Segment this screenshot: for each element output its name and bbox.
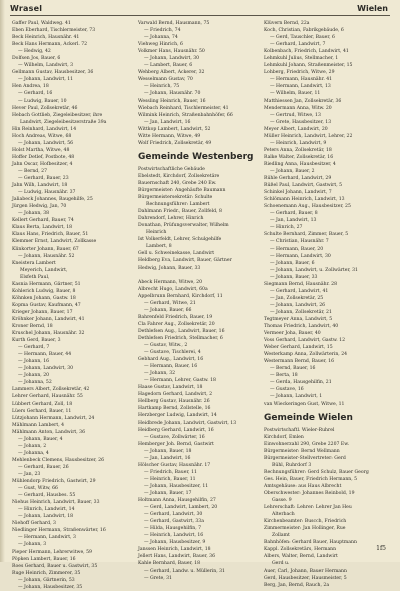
directory-entry: Rechnungsführer: Gerd Schulz, Bauer Georg — [264, 469, 369, 475]
directory-entry: — Johann, Landwirt, 30 — [144, 56, 200, 62]
directory-entry: Eben Eberhard, Tischlermeister, 73 — [12, 28, 96, 34]
directory-entry: — Gust, Witw, 66 — [18, 486, 58, 492]
directory-entry: Dethlefsen Aug., Landwirt, Bauer, 16 — [138, 328, 225, 334]
directory-entry: Köhnken Johann, Gastw. 18 — [12, 295, 76, 301]
directory-entry: — Johann, Bauer, 33 — [270, 274, 318, 280]
directory-entry: Zollamt — [272, 533, 290, 539]
directory-entry: — Gustav, Witw., 2 — [144, 343, 188, 349]
directory-entry: Pieper Hermann, Lehrerwitwe, 59 — [12, 549, 92, 555]
directory-entry: Rühle Gerhard, Landwirt, 29 — [264, 176, 332, 182]
directory-entry: Berg, Jan, Bernd, Rauch, 2a — [264, 582, 330, 588]
directory-entry: — Johann, Bauer, 4 — [18, 436, 63, 442]
directory-entry: Klüvern Bernd, 22a — [264, 21, 310, 26]
directory-entry: Jahn Wilh, Landwirt, 18 — [12, 183, 68, 189]
directory-entry: Hellberg Gustav, Hausnähr. 26 — [138, 399, 210, 405]
directory-entry: Hagedorn Gerhard, Landwirt, 2 — [138, 392, 213, 398]
directory-entry: Heidberg Gerhard, Landwirt, 16 — [138, 427, 214, 433]
directory-entry: — Berta, 18 — [270, 373, 298, 379]
directory-entry: — Hinrich, 27 — [270, 225, 303, 231]
entry-list — [138, 166, 254, 582]
directory-entry: — Hermann, Lehrer, Gastw. 18 — [144, 378, 216, 384]
directory-entry: — Johann, 16 — [18, 359, 50, 365]
directory-entry: Kahle Bernhard, Bauer, 18 — [138, 561, 201, 567]
directory-entry: Zimmermeister: Jan Hollinger, Rue — [264, 526, 346, 532]
directory-entry: Amtsgehäuse: aus Haus Albrecht — [264, 483, 342, 489]
directory-entry: Wilmink Heinrich, Straßenbahnhöfer, 66 — [138, 112, 233, 118]
directory-entry: — Heinrich, Landwirt, 9 — [270, 140, 327, 146]
directory-entry: — Hilda, Hausgehilfin, 7 — [144, 526, 202, 532]
directory-entry: — Hermann, Bauer, 44 — [18, 352, 72, 358]
directory-entry: Niedlinger Hermann, Straßenwärter, 16 — [12, 528, 106, 534]
directory-entry: Hen Andrea, 18 — [12, 84, 49, 90]
directory-entry: Ges. Hein, Bauer, Friedrich Hermann, 5 — [264, 476, 358, 482]
directory-entry: — Friedrich, 74 — [144, 28, 181, 34]
directory-entry: Mendermann Anna, Witw. 20 — [264, 105, 332, 111]
directory-entry: Matthiessen Jan, Zollsekretär, 36 — [264, 98, 342, 104]
directory-entry: Voss Gerhard, Landwirt, Gastw. 12 — [264, 338, 345, 344]
directory-entry: — Gerhard, Landwirt, 30 — [144, 512, 203, 518]
directory-entry: Wittkop Lambert, Landwirt, 52 — [138, 126, 211, 132]
directory-entry: Thomas Friedrich, Landwirt, 40 — [264, 324, 339, 330]
directory-entry: — Gerhard, 16 — [18, 91, 53, 97]
directory-entry: Kurth Gerd, Bauer, 3 — [12, 338, 61, 344]
directory-entry: Heidbrede Johann, Landwirt, Gastwirt, 13 — [138, 420, 237, 426]
directory-entry: Gell u. Schweinekasse, Landwirt — [138, 251, 215, 257]
directory-entry: — Hermann, Landwirt, 3 — [18, 535, 76, 541]
directory-entry: Beck Heinrich, Hausnähr. 41 — [12, 35, 80, 41]
directory-entry: Kruschel Johann, Hausnähr. 32 — [12, 331, 85, 337]
directory-entry: Peters Anna, Zollsekretär, 18 — [264, 147, 332, 153]
directory-entry: — Johann, Landwirt, 11 — [18, 77, 74, 83]
directory-entry: — Bernd, 27 — [18, 168, 48, 174]
directory-entry: Hever Paul, Zollsekretär, 46 — [12, 105, 78, 111]
directory-entry: Herzberger Ludwig, Landwirt, 14 — [138, 413, 217, 419]
directory-entry: — Jan, Landwirt, 16 — [144, 455, 191, 461]
column-2 — [138, 20, 254, 581]
directory-entry: — Johann, Bauer, 66 — [144, 307, 192, 313]
directory-entry: — Hermann, Landwirt, 13 — [270, 84, 331, 90]
directory-entry: Kröhnker Johann, Landwirt, 41 — [12, 316, 85, 322]
directory-entry: Bahnhöfen: Gerhard Bauer, Hauptmann — [264, 540, 357, 546]
directory-entry: — Gerhard, Bauer, 23 — [18, 176, 69, 182]
directory-entry: Einwohnerzahl 290, Grebe 2207 Ew. — [264, 441, 350, 447]
directory-entry: — Johann, Bauer, 18 — [144, 448, 192, 454]
directory-entry: Kappl. Zollsekretärs, Hermann — [264, 547, 337, 553]
directory-entry: — Johann, Bauer, 17 — [144, 491, 192, 496]
directory-entry: Abeck Hermann, Witwe, 20 — [138, 279, 203, 285]
directory-entry: Kirchdorf, Emlen — [264, 434, 304, 440]
directory-entry: Gasse. 9 — [272, 498, 292, 504]
directory-entry: Rüßel Paul, Landwirt, Gastwirt, 5 — [264, 183, 343, 189]
entry-list — [264, 20, 380, 408]
directory-entry: — Gerhard, Landw. u. Müllerin, 31 — [144, 568, 225, 574]
directory-entry: — Hermann, Landwirt, 30 — [270, 253, 331, 259]
directory-entry: Meyer Albert, Landwirt, 20 — [264, 126, 328, 132]
directory-entry: Klinkorter Johann, Bauer, 67 — [12, 246, 79, 252]
directory-entry: Lehmkuhl Julius, Stellmacher, 1 — [264, 56, 339, 62]
directory-entry: — Johann, Landwirt, 1 — [270, 394, 323, 400]
directory-entry: — Johann, Hausnähr. 70 — [144, 91, 201, 97]
directory-entry: — Hedwig, 42 — [18, 49, 51, 55]
directory-entry: Hebach Gottlieb, Ziegeleibesitzer, ihre — [12, 112, 103, 118]
directory-entry: — Heinrich, Landwirt, 16 — [144, 533, 204, 539]
directory-entry: Krieger Johann, Bauer, 17 — [12, 309, 73, 315]
directory-entry: — Ludwig, Bauer, 10 — [18, 98, 67, 104]
running-header-left: Wrasel — [10, 4, 43, 13]
directory-entry: — Johann, Landwirt, u. Zollwärter, 31 — [270, 267, 358, 273]
directory-entry: Lammers Albert, Zollsekretär, 42 — [12, 387, 90, 393]
directory-entry: — Grete, Hausbesitzer, 13 — [270, 119, 332, 125]
directory-entry: — Gerda, Hausgehilfin, 21 — [270, 380, 332, 386]
directory-entry: Beck Hans Hermann, Ackerl. 72 — [12, 42, 88, 48]
directory-entry: Riedling Anna, Hausbesitzer, 4 — [264, 161, 336, 167]
page-edge-shadow — [0, 0, 5, 562]
directory-entry: Jellert Hans, Landwirt, Bauer, 36 — [138, 554, 216, 560]
directory-entry: — Johann, Gärtnerin, 53 — [18, 577, 75, 583]
directory-entry: — Gustave, Zollwärter, 16 — [144, 434, 205, 440]
directory-entry: — Gerd, Tauschler, Bauer, 6 — [270, 35, 335, 41]
directory-entry: Oberschwester: Johannes Reinbold, 19 — [264, 491, 355, 496]
section-title-wielen: Gemeinde Wielen — [264, 412, 353, 423]
directory-entry: — Johann, Hausnähr. 52 — [18, 253, 75, 259]
directory-entry: Gerd, Hausbesitzer, Hausmeister, 5 — [264, 575, 347, 581]
directory-entry: — Johann, 2 — [18, 443, 47, 449]
directory-entry: — Johann, Landwirt, 30 — [18, 366, 74, 372]
directory-entry: Klaus Hans, Friedrich, Bauer, 51 — [12, 232, 89, 238]
directory-entry: Heinrich — [146, 230, 167, 236]
directory-entry: Landwirt, Ziegeleibesitzerstraße 39a — [20, 119, 107, 125]
directory-entry: — Johann, Bauer, 2 — [270, 168, 315, 174]
directory-entry: — Gerhard, Gastwirt, 33a — [144, 519, 204, 525]
directory-entry: — Johann, Hausbesitzer, 9 — [144, 540, 206, 546]
directory-entry: Alterbach — [272, 512, 295, 518]
directory-entry: Lützjohann Hermann, Landwirt, 24 — [12, 415, 95, 421]
directory-entry: Bürgermeistersekretär: Schulte — [138, 195, 213, 201]
directory-entry: Dolfsen Jos, Bauer, 6 — [12, 56, 61, 62]
directory-entry: — Johann, Hausbesitzer, 35 — [18, 584, 83, 590]
directory-entry: Koch, Christian, Fabrikgebäude, 6 — [264, 28, 344, 34]
directory-entry: Witte Hermann, Witwe, 49 — [138, 133, 201, 139]
directory-entry: Hemberger Joh. Bernd, Gastwirt — [138, 441, 214, 447]
directory-entry: Niehoff Gerhard, 3 — [12, 521, 56, 527]
directory-entry: Mählmann Anton, Landwirt, 36 — [12, 429, 86, 435]
directory-entry: Lehmkuhl Johann, Straßenmeister, 15 — [264, 63, 353, 69]
directory-entry: Wesselmann Gustav, 70 — [138, 77, 193, 83]
directory-entry: Kneistera Lambert — [12, 260, 56, 266]
directory-entry: Elsfeth Paul, — [20, 274, 50, 280]
directory-entry: — Johanna, 52 — [18, 380, 52, 386]
directory-entry: Klaus Berta, Landwirt, 18 — [12, 225, 73, 231]
directory-entry: — Wilhelm, Bauer, 11 — [270, 91, 321, 97]
directory-entry: — Johann, 20 — [18, 373, 50, 379]
column-3 — [264, 20, 380, 588]
directory-entry: Weber Gerhard, Landwirt, 15 — [264, 345, 333, 351]
directory-entry: Ist Volkerfeldt, Lehrer, Schulgehilfe — [138, 237, 222, 243]
directory-entry: — Hermann, Bauer, 20 — [270, 246, 324, 252]
directory-entry: Kirchenbeamter: Buscch, Friedrich — [264, 519, 347, 525]
directory-entry: Schinkel Johann, Landwirt, 7 — [264, 190, 332, 196]
directory-entry: Gaffer Paul, Waldweg. 41 — [12, 21, 71, 26]
directory-entry: — Hermann, Bauer, 16 — [144, 364, 198, 370]
directory-entry: Wiebach Reinhard, Tischlermeister, 41 — [138, 105, 229, 111]
directory-entry: Lohberg, Friedrich, Witwe, 29 — [264, 70, 335, 76]
directory-entry: — Johann, Landwirt, 18 — [18, 514, 74, 520]
directory-entry: — Gustave, 16 — [270, 387, 304, 393]
directory-entry: Pöpken Lambert, Bauer, 16 — [12, 556, 76, 562]
directory-entry: — Gertrud, Witwe, 13 — [270, 112, 321, 118]
directory-entry: Cla Fahrer Aug., Zollsekretär, 20 — [138, 321, 215, 327]
directory-entry: Meyerich, Landwirt, — [20, 267, 68, 273]
directory-entry: — Heinrich, 75 — [144, 84, 180, 90]
directory-entry: Lübbert Gerhard, Zoll, 18 — [12, 401, 73, 407]
directory-entry: — Jan, Zollsekretär, 25 — [270, 295, 324, 301]
directory-entry: — Jan, Landwirt, 13 — [270, 218, 317, 224]
directory-entry: — Johann, Hausbesitzer, 11 — [144, 483, 209, 489]
directory-entry: — Gerhard, Bauer, 8 — [270, 211, 318, 217]
section-title-westenberg: Gemeinde Westenberg — [138, 151, 254, 162]
directory-entry: — Johann, 32 — [144, 371, 176, 377]
entry-list — [12, 20, 128, 591]
directory-entry: Bauernschaft 240, Grebe 240 Ew. — [138, 180, 217, 186]
directory-entry: — Johann, 38 — [18, 211, 50, 217]
page-number: 1f5 — [376, 545, 386, 552]
directory-entry: — Gerhard, Landwirt, 41 — [270, 288, 329, 294]
directory-entry: — Johanna, 74 — [144, 35, 178, 41]
directory-entry: — Gustave, Tischlerei, 4 — [144, 350, 201, 356]
directory-entry: — Jan, Landwirt, 16 — [144, 119, 191, 125]
directory-entry: — Christian, Hausnähr. 7 — [270, 239, 329, 245]
directory-entry: Niehus Heinrich, Landwirt, Bauer, 33 — [12, 500, 100, 506]
directory-entry: Varwald Bernd, Hausmann, 75 — [138, 21, 210, 26]
directory-entry: Albrecht Hugo, Landwirt, 60a — [138, 286, 208, 292]
directory-entry: Schulte Bernhard, Zimmer, Bauer, 5 — [264, 232, 349, 238]
directory-entry: Mühlendorp Friedrich, Gastwirt, 29 — [12, 479, 96, 485]
directory-entry: Postwirtschaftl. Wieler-Ruhrel — [264, 427, 335, 433]
directory-entry: — Johann, 3 — [18, 542, 47, 548]
directory-entry: Holtmann Anna, Hausgehilfin, 27 — [138, 498, 216, 504]
directory-entry: Müller Heinrich, Landwirt, Lehrer, 22 — [264, 133, 353, 139]
directory-entry: — Hermann, Hausnähr. 41 — [270, 77, 333, 83]
directory-entry: Siegmann Bernd, Hausnähr. 28 — [264, 281, 338, 287]
directory-entry: Lüers Gerhard, Bauer, 11 — [12, 408, 72, 414]
directory-entry: van Wieckeringen Gust, Witwe, 11 — [264, 401, 345, 407]
directory-entry: Dethlefsen Friedrich, Stellmacher, 6 — [138, 335, 223, 341]
directory-entry: — Johann, Zollsekretär, 21 — [270, 309, 332, 315]
directory-entry: Viehweg Hinrich, 6 — [138, 42, 183, 48]
column-1 — [12, 20, 128, 590]
directory-entry: Hedwig, Johann, Bauer, 33 — [138, 265, 201, 271]
directory-entry: Ralke Walter, Zollsekretär, 16 — [264, 154, 334, 160]
directory-entry: Wolf Friedrich, Zollsekretär, 49 — [138, 140, 212, 146]
directory-entry: Lehrerschaft: Lehrer: Lehrer Jan Heu — [264, 505, 352, 511]
directory-entry — [138, 272, 254, 279]
directory-entry: — Johanna, 4 — [18, 450, 49, 456]
directory-entry: Mehlenbeck Clemens, Hausbesitzer, 26 — [12, 457, 105, 463]
directory-entry: — Grete, 31 — [144, 575, 172, 581]
directory-entry: Donathan, Prüfungsverwalter, Wilhelm — [138, 223, 229, 229]
directory-entry: — Gerhard, Landwirt, 7 — [270, 42, 326, 48]
directory-entry: Jahn Oscar, Hofbesitzer, 4 — [12, 161, 73, 167]
directory-entry: Jaliabeck Johannes, Baugehilfe, 25 — [12, 197, 93, 203]
directory-entry: Rechnungsführer: Lambert — [146, 202, 210, 208]
directory-entry: Wehberg Albert, Ackerer, 32 — [138, 70, 205, 76]
directory-entry: Holst Martha, Witwe, 48 — [12, 147, 70, 153]
directory-entry: Janssen Heinrich, Landwirt, 18 — [138, 547, 211, 553]
directory-entry: Auer, Carl, Johann, Bauer Hermann — [264, 568, 347, 574]
directory-entry: Ruge Heinrich, Zimmerer, 35 — [12, 570, 81, 576]
directory-entry: Bahrenfeld Friedrich, Bauer, 19 — [138, 314, 213, 320]
directory-entry: — Gerhard, Witwe, 21 — [144, 300, 196, 306]
directory-entry: Bürgermeister-Stellvertreter: Gerd — [264, 455, 346, 461]
directory-entry: Tegtmeyer Anna, Landwirt, 5 — [264, 316, 333, 322]
directory-entry: Hölscher Gustav, Hausnähr. 17 — [138, 462, 211, 468]
directory-entry: Volkmer Hans, Hausnähr. 50 — [138, 49, 205, 55]
directory-entry: — Johann, Landwirt, 56 — [18, 140, 74, 146]
directory-entry: Mählmann Lambert, 4 — [12, 422, 65, 428]
directory-entry: Hin Reinhard, Landwirt, 14 — [12, 126, 77, 132]
directory-entry: Heldberg Eva, Landwirt, Bauer, Gärtner — [138, 258, 232, 264]
directory-entry: Postwirtschaftliche Gebäude — [138, 166, 205, 172]
directory-entry: Jürgen Hedwig, Jan, 70 — [12, 204, 67, 210]
entry-list — [264, 427, 380, 589]
directory-entry: Gebhard Aug., Landwirt, 16 — [138, 357, 204, 363]
directory-entry: Wessling Heinrich, Bauer, 16 — [138, 98, 206, 104]
directory-entry: Roes Gerhard, Bauer u. Gastwirt, 35 — [12, 563, 98, 569]
directory-entry: Kroner Bernd, 18 — [12, 324, 53, 330]
directory-entry: Dahlmann Friedr., Bauer, Zollfeld, 8 — [138, 209, 222, 215]
directory-entry: — Hinrich, Landwirt, 14 — [18, 507, 75, 513]
directory-entry: Gellmann Gustav, Hausbesitzer, 36 — [12, 70, 94, 76]
directory-entry: Kolbenbach, Friedrich, Landwirt, 41 — [264, 49, 349, 55]
directory-entry: Dahrendorf, Lehrer, Hinrich — [138, 216, 204, 222]
directory-entry: — Gerhard, Bauer, 26 — [18, 464, 69, 470]
directory-entry: — Ludwig, Hausnähr. 37 — [18, 190, 76, 196]
directory-entry: — Johann, Landwirt, 26 — [270, 302, 326, 308]
directory-entry: — Lambert, Bauer, 6 — [144, 63, 193, 69]
directory-entry: Bürgermeister: Bernd Wellmann — [264, 448, 340, 454]
directory-entry: Westerkamp Anna, Zollwärterin, 24 — [264, 352, 348, 358]
directory-entry: — Heinrich, Bauer, 11 — [144, 476, 196, 482]
directory-entry: — Wilhelm, Landwirt, 3 — [18, 63, 74, 69]
directory-entry: Hoffer Detlef, Postbote, 48 — [12, 154, 75, 160]
directory-entry: — Gerd, Landwirt, Lambert, 20 — [144, 505, 218, 511]
directory-entry: Ebelstedt, Kirchdorf, Zollsekretäre — [138, 173, 220, 179]
directory-entry: Bürgermeister: Angehäufte Baumann — [138, 187, 226, 193]
header-rule — [10, 15, 390, 16]
directory-entry: Westermann Bernd, Bauer, 16 — [264, 359, 335, 365]
directory-entry: Albers, Walter, Bernd, Landwirt — [264, 554, 338, 560]
directory-entry: Klemmer Ernst, Landwirt, Zollkasse — [12, 239, 97, 245]
directory-entry: Hoch Andreas, Witwe, 68 — [12, 133, 72, 139]
directory-entry: — Jan, 23 — [18, 472, 41, 477]
directory-entry: — Bernd, Bauer, 16 — [270, 366, 316, 372]
directory-entry: Vermeer Joha, Bauer, 40 — [264, 331, 321, 337]
running-header-right: Wielen — [357, 4, 388, 13]
directory-entry: Lehrer Gerhard, Hausnähr. 55 — [12, 394, 83, 400]
directory-entry: Bühl, Ruhrdorf 3 — [272, 462, 312, 468]
directory-entry: Appelbrunn Bernhard, Kirchdorf, 11 — [138, 293, 223, 299]
directory-entry: Kasnia Hermann, Gärtner, 51 — [12, 281, 81, 287]
directory-entry: — Johann, Bauer, 6 — [270, 260, 315, 266]
directory-entry: Kellert Gerhard, Bauer, 74 — [12, 218, 74, 224]
directory-entry: Schlömann Heinrich, Landwirt, 13 — [264, 197, 345, 203]
directory-entry: Kohlerich Ludwig, Bauer, 8 — [12, 288, 76, 294]
directory-entry: Gerd u. — [272, 561, 290, 567]
directory-entry: Haase Gustav, Landwirt, 18 — [138, 385, 203, 391]
directory-entry: Hartkamp Bernd, Zollstelle, 16 — [138, 406, 211, 412]
directory-entry: — Friedrich, Bauer, 11 — [144, 469, 197, 475]
directory-entry: — Gerhard, 7 — [18, 345, 50, 351]
entry-list — [138, 20, 254, 147]
directory-entry: Kopma Gustav, Kaufmann, 47 — [12, 302, 81, 308]
directory-entry: Schoenemann Aug., Hausbesitzer, 25 — [264, 204, 351, 210]
directory-entry: — Gerhard, Hausbes. 55 — [18, 493, 76, 499]
directory-entry: Lambert, 8 — [146, 244, 172, 250]
